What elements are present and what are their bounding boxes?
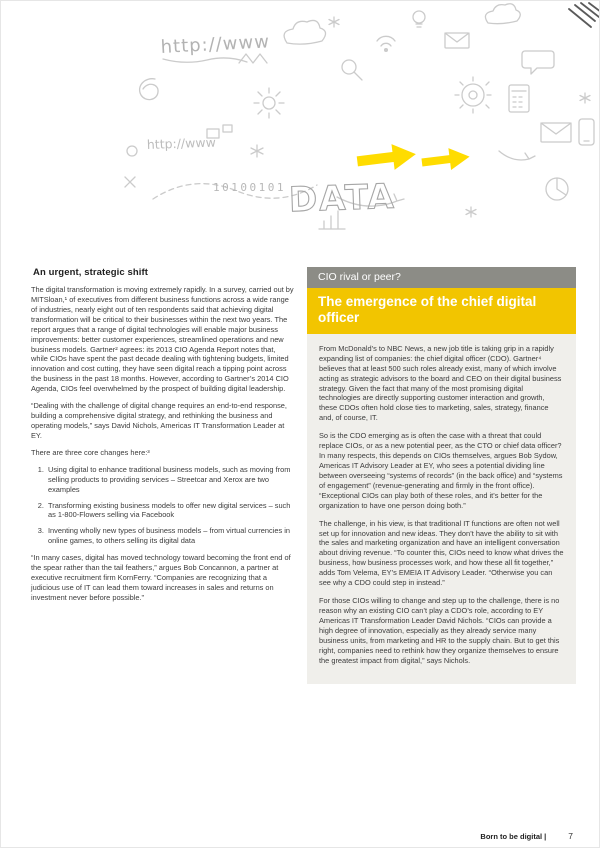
cloud-doodle — [485, 4, 520, 24]
asterisk-doodle — [466, 207, 476, 217]
lightbulb-base — [416, 24, 422, 27]
paragraph: For those CIOs willing to change and step up to the challenge, there is no reason why an existing CIO can’t play a CDO’s role, according to EY Americas IT Transformation Leader David Nichols. “CIOs can provide a high degree of innovation, especially as they already service many business units, from marketing and HR to the supply chain. But to get this right, companies need to rethink how they organize themselves to ensure the greatest impact from digital,” says Nichols. — [319, 596, 560, 665]
section-heading: An urgent, strategic shift — [33, 267, 149, 278]
gear-hub — [469, 91, 477, 99]
gear-teeth — [455, 77, 491, 113]
core-changes-list — [31, 465, 294, 546]
two-column-layout — [31, 267, 576, 684]
calculator-icon — [509, 85, 529, 112]
sidebar-kicker: CIO rival or peer? — [307, 267, 576, 288]
underline-scribble — [163, 58, 247, 62]
paragraph: “Dealing with the challenge of digital change requires an end-to-end response, building a comprehensive digital strategy, and rethinking the business and operating models,” says David Nichols, Americas IT Transformation Leader at EY. — [31, 401, 287, 440]
swirl-doodle — [140, 79, 158, 100]
zigzag-doodle — [239, 54, 267, 63]
sidebar-title: The emergence of the chief digital officer — [307, 288, 576, 334]
lightbulb-icon — [413, 11, 425, 23]
paragraph: The challenge, in his view, is that traditional IT functions are often not well set up for innovation and new ideas. They don’t have the ability to sit with the sales and marketing organization and have an intelligent conversation about driving revenue. “To counter this, CIOs need to know what drives the business, how business processes work, and how these all fit together,” adds Tom Velema, EY’s EMEIA IT Advisory Leader. “Otherwise you can see why a CDO could step in instead.” — [319, 518, 564, 588]
doodle-binary-text: 10100101 — [213, 181, 286, 194]
box-doodle — [223, 125, 232, 132]
paragraph: The digital transformation is moving extremely rapidly. In a survey, carried out by MITSloan,¹ of executives from different business functions across a wide range of industries, nearly eight out of ten respondents said that achieving digital transformation will be critical to their businesses within the next two years. The report argues that a range of digital technologies will enable major business improvements: better customer experiences, streamlined operations and new business models. Gartner² agrees: its 2013 CIO Agenda Report notes that, while CIOs have spent the past decade dealing with tightening budgets, limited innovation and cost cutting, they have seen digital reach a tipping point across the business in the past 18 months. However, according to Gartner’s 2014 CIO Agenda, CIOs feel overwhelmed by the prospect of building digital leadership. — [31, 285, 294, 394]
corner-scribble — [569, 3, 600, 27]
footer-brand: Born to be digital | — [480, 832, 547, 841]
curved-arrow-doodle — [499, 151, 535, 160]
wifi-icon — [377, 36, 395, 46]
page-footer — [480, 831, 573, 841]
wifi-dot — [385, 49, 388, 52]
list-item: 2. Transforming existing business models to offer new digital services – such as 1-800-Flowers selling via Facebook — [46, 501, 294, 521]
sun-doodle — [263, 97, 275, 109]
asterisk-doodle — [251, 145, 263, 157]
envelope-flap — [445, 33, 469, 42]
paragraph: So is the CDO emerging as is often the case with a threat that could replace CIOs, or as a new potential peer, as the CTO or chief data officer? In many respects, this depends on CIOs themselves, argues Bob Sydow, Americas IT Advisory Leader at EY, who sees a potential dividing line between overseeing “systems of records” (in the back office) and “systems of engagement” (revenue-generating and firmly in the front office). “Exceptional CIOs can play both of these roles, and it’s better for the organization to have one person doing both.” — [319, 431, 563, 510]
paragraph: “In many cases, digital has moved technology toward becoming the front end of the spear rather than the tail feathers,” argues Bob Concannon, a partner at executive recruitment firm KornFerry. “Companies are recognizing that a judicious use of IT can lead them toward increases in sales and returns on investment never before possible.” — [31, 553, 291, 602]
gear-icon — [462, 84, 484, 106]
cloud-doodle — [284, 20, 325, 44]
paragraph: From McDonald’s to NBC News, a new job title is taking grip in a rapidly expanding list of companies: the chief digital officer (CDO). Gartner⁴ believes that at least 500 such roles already exist, many of which involve acting as strategic advisors to the board and CEO on their digital business strategy. Given the fact that many of the most promising digital technologies are directly supporting customer interaction and growth, these CDOs often hold close ties to marketing, sales, strategy, finance and, of course, IT. — [319, 343, 562, 423]
asterisk-doodle — [329, 17, 339, 27]
sun-rays-doodle — [254, 88, 284, 118]
list-item: 3. Inventing wholly new types of business models – from virtual currencies in online games, to others selling its digital data — [46, 526, 294, 546]
article-column — [31, 267, 294, 684]
asterisk-doodle — [580, 93, 590, 103]
speech-bubble-icon — [522, 51, 554, 74]
circle-doodle — [127, 146, 137, 156]
page-number: 7 — [568, 831, 573, 841]
sidebar-body — [307, 334, 576, 680]
magnifier-handle — [354, 72, 362, 80]
sidebar-box — [307, 267, 576, 684]
doodle-http-text: http://www — [146, 134, 217, 152]
doodle-data-word: DATA — [288, 176, 397, 221]
cross-doodle — [125, 177, 135, 187]
envelope-flap — [541, 123, 571, 134]
list-intro: There are three core changes here:³ — [31, 447, 150, 457]
yellow-arrows-icon — [356, 135, 471, 181]
doodle-illustration — [1, 1, 600, 251]
doodle-http-text: http://www — [160, 31, 271, 58]
list-item: 1. Using digital to enhance traditional business models, such as moving from selling products to providing services – Streetcar and Xerox are two examples — [46, 465, 294, 495]
